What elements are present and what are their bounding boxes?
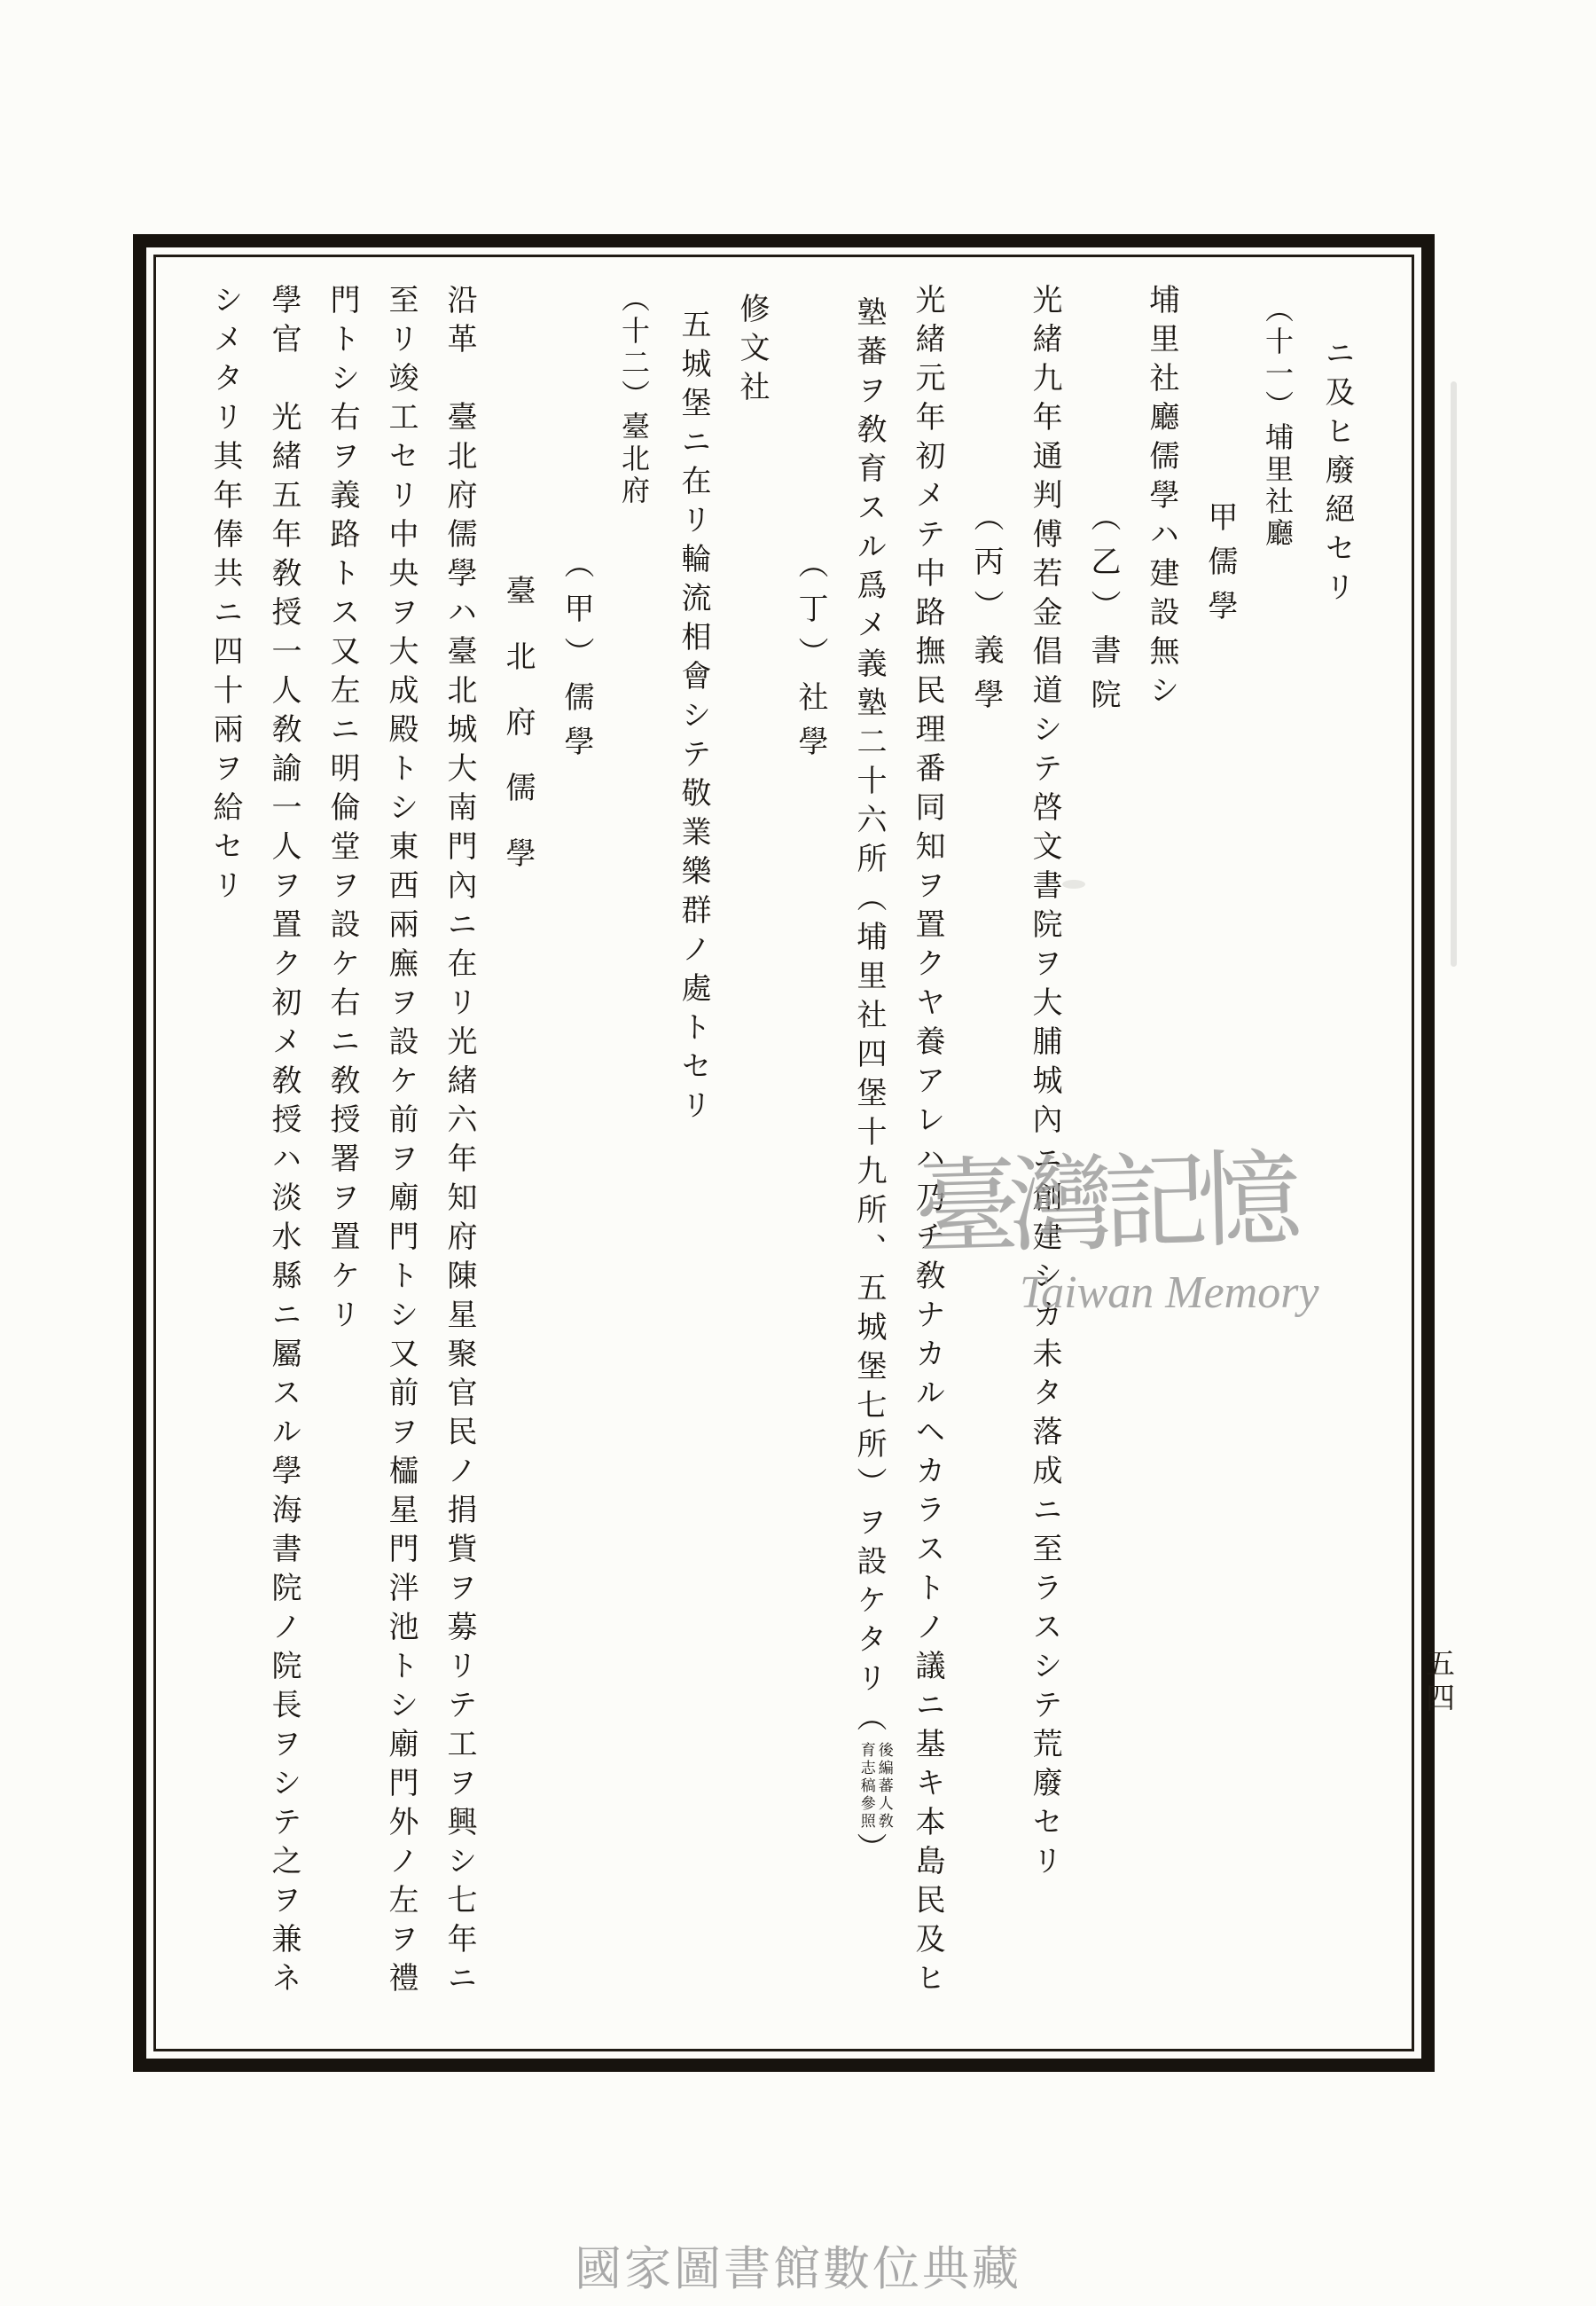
page-number: 五四 bbox=[1421, 1648, 1453, 1717]
watermark-taiwan-memory-latin: Taiwan Memory bbox=[1020, 1267, 1319, 1318]
section-heading: （乙）書院 bbox=[1086, 501, 1119, 723]
scan-edge-artifact bbox=[1451, 381, 1457, 967]
sub-heading: 臺北府儒學 bbox=[501, 575, 534, 903]
text-column: 學官 光緒五年敎授一人敎諭一人ヲ置ク初メ敎授ハ淡水縣ニ屬スル學海書院ノ院長ヲシテ之ヲ兼ネ bbox=[267, 284, 300, 2001]
text-column: 沿革 臺北府儒學ハ臺北城大南門內ニ在リ光緒六年知府陳星聚官民ノ捐貲ヲ募リテ工ヲ興シ七年ニ bbox=[442, 284, 475, 2001]
inline-annotation bbox=[852, 1701, 893, 1871]
scan-smudge-artifact bbox=[1062, 880, 1085, 889]
text-column: 光緒九年通判傅若金倡道シテ啓文書院ヲ大脯城內ニ創建シカ未タ落成ニ至ラスシテ荒廢セリ bbox=[1028, 284, 1060, 1884]
text-column: 埔里社廳儒學ハ建設無シ bbox=[1145, 284, 1177, 713]
text-column: 修文社 bbox=[735, 293, 768, 410]
watermark-taiwan-memory-cjk: 臺灣記憶 bbox=[913, 1137, 1294, 1270]
section-heading: 甲儒學 bbox=[1203, 501, 1236, 634]
annotation-close-paren: ） bbox=[852, 1832, 885, 1871]
annotation-open-paren: （ bbox=[852, 1701, 885, 1740]
library-footer-caption: 國家圖書館數位典藏 bbox=[575, 2243, 1021, 2295]
text-run: 塾蕃ヲ敎育スル爲メ義塾二十六所（埔里社四堡十九所、五城堡七所）ヲ設ケタリ bbox=[852, 296, 885, 1701]
text-column: 五城堡ニ在リ輪流相會シテ敬業樂群ノ處トセリ bbox=[677, 309, 709, 1128]
text-column: ニ及ヒ廢絕セリ bbox=[1320, 337, 1353, 610]
text-column: （十一）埔里社廳 bbox=[1262, 294, 1294, 550]
warichu-line: 育志稿參照 bbox=[857, 1742, 875, 1831]
section-heading: （丙）義學 bbox=[969, 501, 1002, 723]
text-column: （十二）臺北府 bbox=[618, 284, 650, 507]
text-column bbox=[839, 284, 897, 2049]
text-column: 門トシ右ヲ義路トス又左ニ明倫堂ヲ設ケ右ニ敎授署ヲ置ケリ bbox=[325, 284, 358, 1337]
section-heading: （丁）社學 bbox=[794, 548, 826, 770]
text-column: 光緒元年初メテ中路撫民理番同知ヲ置クヤ養アレハ乃チ敎ナカルヘカラストノ議ニ基キ本島民及ヒ bbox=[911, 284, 943, 2001]
warichu-note bbox=[857, 1742, 893, 1831]
warichu-line: 後編蕃人敎 bbox=[875, 1742, 893, 1831]
section-heading: （甲）儒學 bbox=[559, 548, 592, 770]
text-column: 至リ竣工セリ中央ヲ大成殿トシ東西兩廡ヲ設ケ前ヲ廟門トシ又前ヲ櫺星門泮池トシ廟門外ノ左ヲ禮 bbox=[384, 284, 417, 2001]
text-column: シメタリ其年俸共ニ四十兩ヲ給セリ bbox=[208, 284, 241, 908]
